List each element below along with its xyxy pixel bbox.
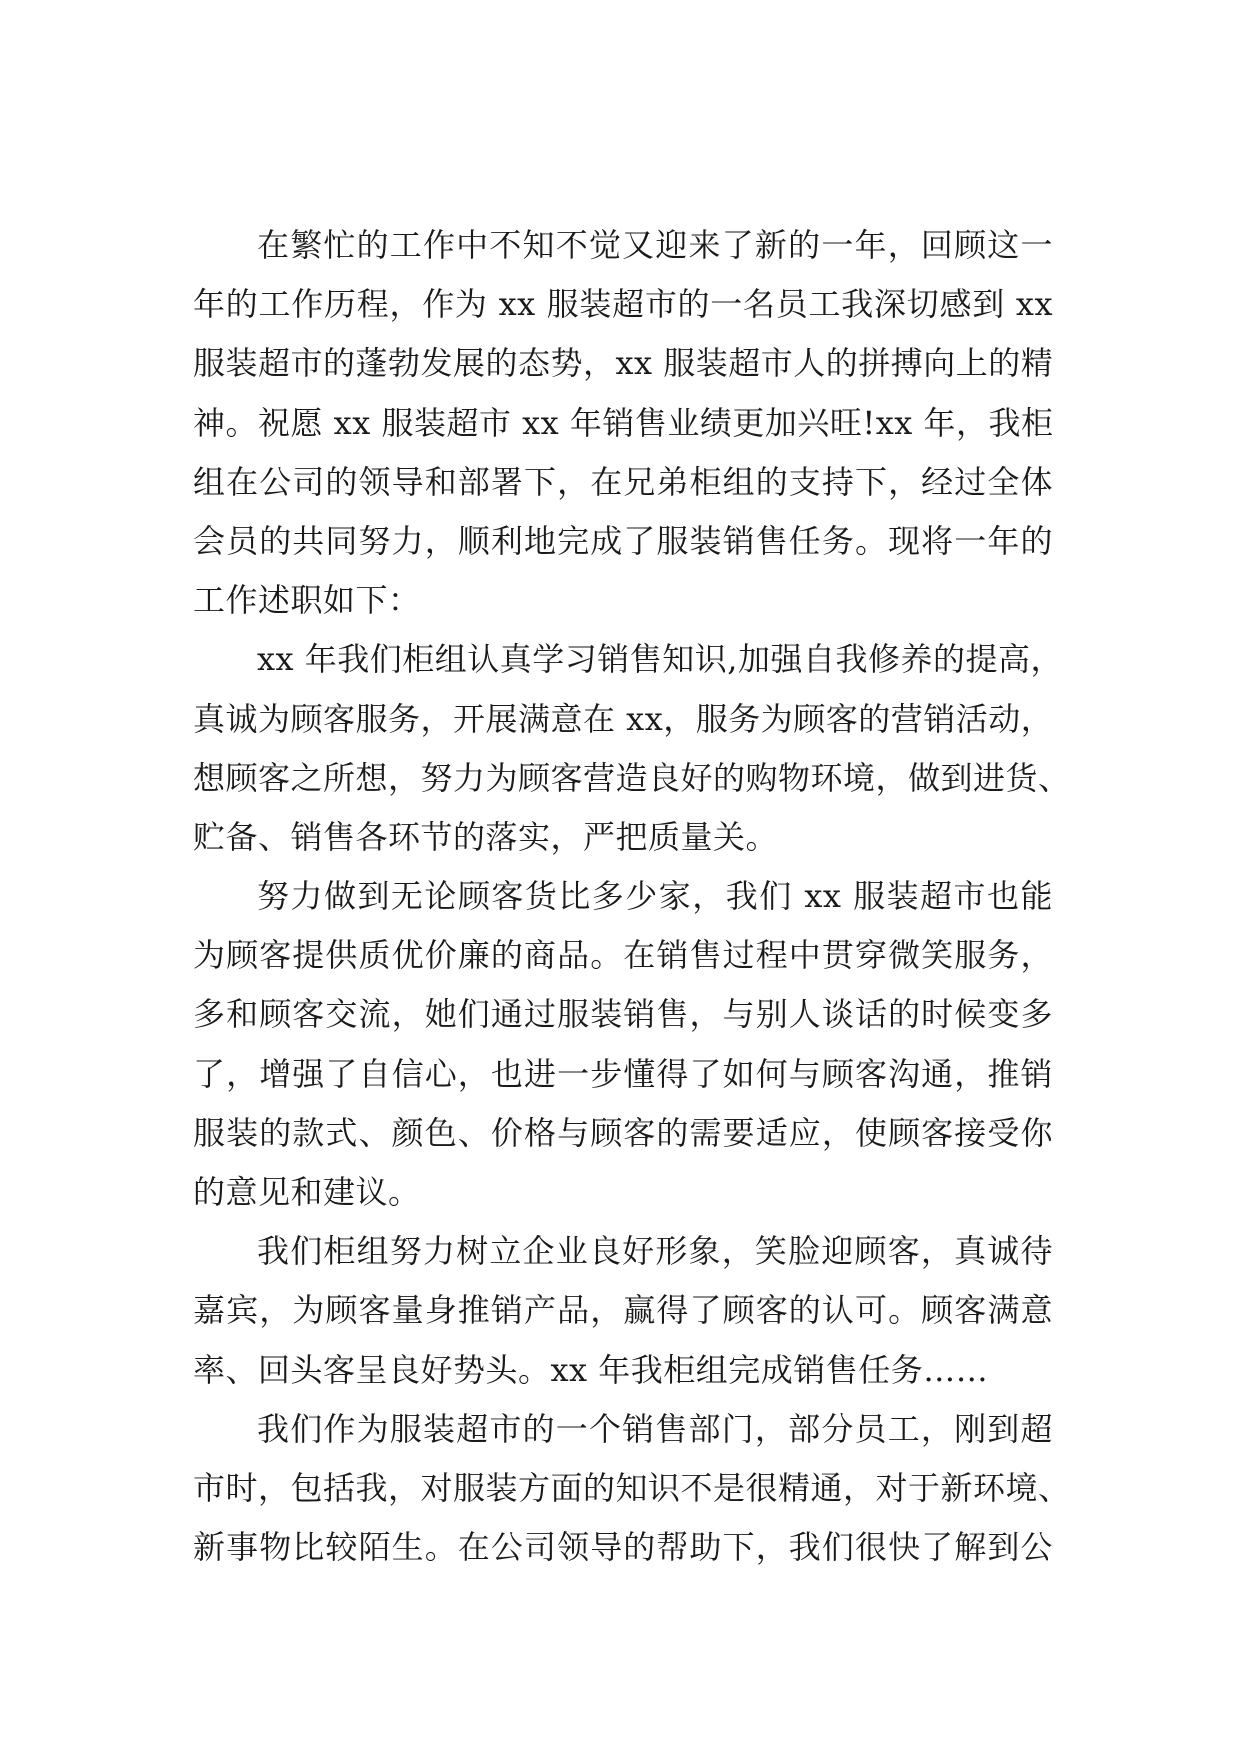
text-line: xx 年我们柜组认真学习销售知识,加强自我修养的提高， xyxy=(257,640,1063,679)
text-line: 我们柜组努力树立企业良好形象，笑脸迎顾客，真诚待 xyxy=(257,1232,1053,1271)
text-line: 工作述职如下： xyxy=(193,581,421,620)
text-line: 服装超市的蓬勃发展的态势，xx 服装超市人的拼搏向上的精 xyxy=(193,344,1054,383)
text-line: 市时，包括我，对服装方面的知识不是很精通，对于新环境、 xyxy=(193,1468,1071,1507)
text-line: 的意见和建议。 xyxy=(193,1173,421,1211)
text-line: 会员的共同努力，顺利地完成了服装销售任务。现将一年的 xyxy=(193,521,1053,560)
paragraph-5 xyxy=(193,1400,1071,1578)
text-line: 我们作为服装超市的一个销售部门，部分员工，刚到超 xyxy=(257,1409,1053,1448)
text-line: 新事物比较陌生。在公司领导的帮助下，我们很快了解到公 xyxy=(193,1528,1053,1567)
text-line: 多和顾客交流，她们通过服装销售，与别人谈话的时候变多 xyxy=(193,995,1053,1034)
text-line: 真诚为顾客服务，开展满意在 xx，服务为顾客的营销活动， xyxy=(193,699,1054,738)
text-line: 想顾客之所想，努力为顾客营造良好的购物环境，做到进货、 xyxy=(193,758,1071,797)
text-line: 为顾客提供质优价廉的商品。在销售过程中贯穿微笑服务， xyxy=(193,936,1053,975)
document-body xyxy=(193,216,1071,1577)
text-line: 年的工作历程，作为 xx 服装超市的一名员工我深切感到 xx xyxy=(193,285,1053,324)
text-line: 了，增强了自信心，也进一步懂得了如何与顾客沟通，推销 xyxy=(193,1054,1053,1093)
text-line: 努力做到无论顾客货比多少家，我们 xx 服装超市也能 xyxy=(257,877,1053,916)
paragraph-3 xyxy=(193,867,1053,1222)
text-line: 服装的款式、颜色、价格与顾客的需要适应，使顾客接受你 xyxy=(193,1113,1053,1152)
text-line: 在繁忙的工作中不知不觉又迎来了新的一年，回顾这一 xyxy=(257,226,1053,264)
text-line: 贮备、销售各环节的落实，严把质量关。 xyxy=(193,817,779,856)
text-line: 嘉宾，为顾客量身推销产品，赢得了顾客的认可。顾客满意 xyxy=(193,1291,1053,1330)
text-line: 神。祝愿 xx 服装超市 xx 年销售业绩更加兴旺!xx 年，我柜 xyxy=(193,403,1054,442)
paragraph-4 xyxy=(193,1222,1053,1400)
paragraph-2 xyxy=(193,630,1071,867)
paragraph-1 xyxy=(193,216,1053,630)
text-line: 率、回头客呈良好势头。xx 年我柜组完成销售任务…… xyxy=(193,1350,989,1389)
text-line: 组在公司的领导和部署下，在兄弟柜组的支持下，经过全体 xyxy=(193,462,1053,501)
